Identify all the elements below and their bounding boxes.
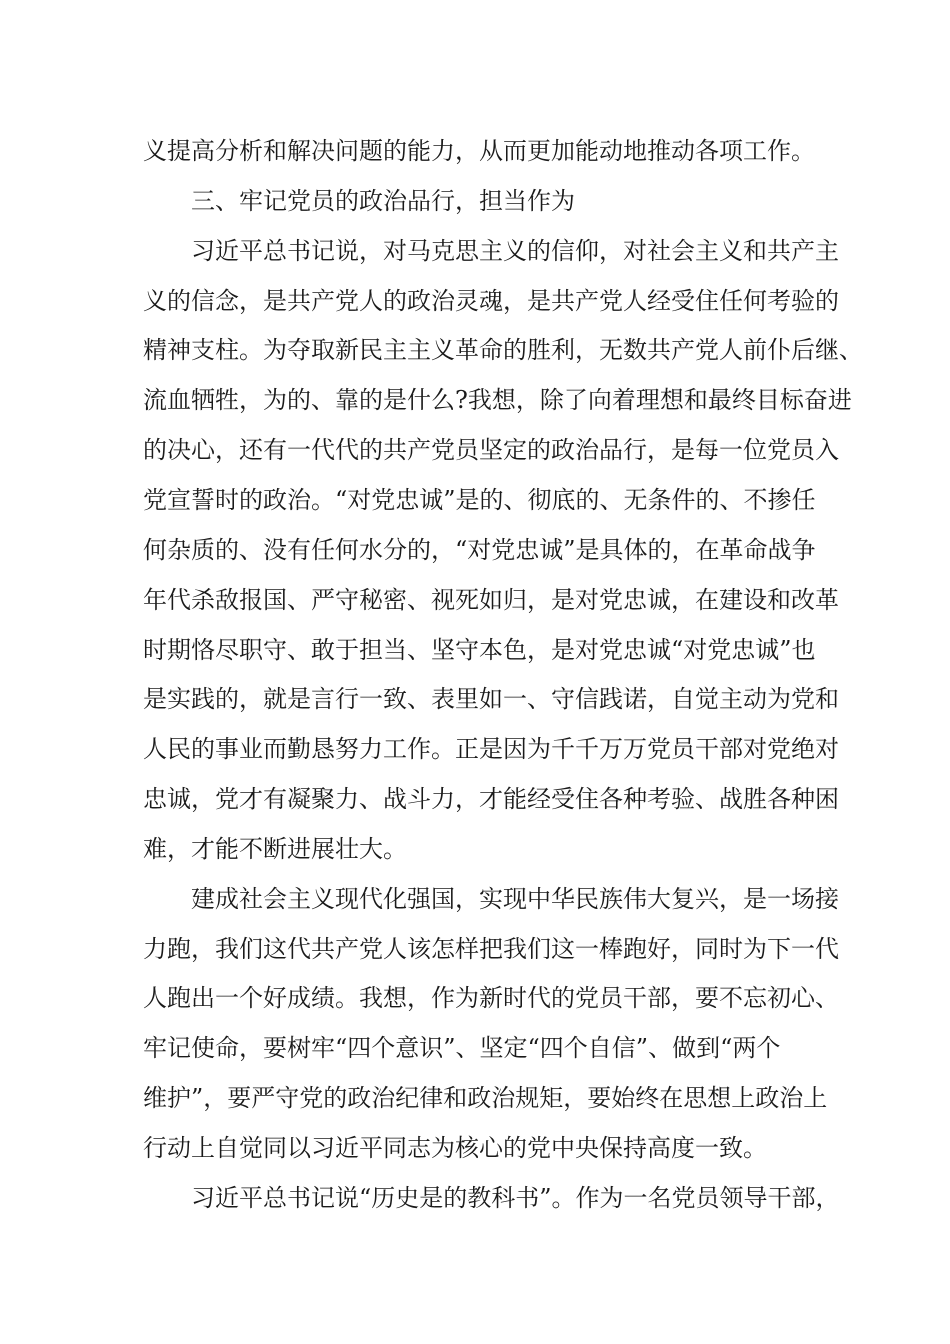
text-line: 何杂质的、没有任何水分的，“对党忠诚”是具体的，在革命战争: [143, 536, 816, 564]
text-line: 精神支柱。为夺取新民主主义革命的胜利，无数共产党人前仆后继、: [143, 336, 863, 364]
text-line: 的决心，还有一代代的共产党员坚定的政治品行，是每一位党员入: [143, 436, 839, 464]
text-line: 难，才能不断进展壮大。: [143, 835, 407, 863]
text-line: 习近平总书记说“历史是的教科书”。作为一名党员领导干部，: [191, 1184, 840, 1212]
text-line: 忠诚，党才有凝聚力、战斗力，才能经受住各种考验、战胜各种困: [143, 785, 839, 813]
text-line: 年代杀敌报国、严守秘密、视死如归，是对党忠诚，在建设和改革: [143, 586, 839, 614]
text-line: 是实践的，就是言行一致、表里如一、守信践诺，自觉主动为党和: [143, 685, 839, 713]
text-line: 党宣誓时的政治。“对党忠诚”是的、彻底的、无条件的、不掺任: [143, 486, 816, 514]
text-line: 流血牺牲，为的、靠的是什么?我想，除了向着理想和最终目标奋进: [143, 386, 852, 414]
text-line: 力跑，我们这代共产党人该怎样把我们这一棒跑好，同时为下一代: [143, 935, 839, 963]
text-line: 牢记使命，要树牢“四个意识”、坚定“四个自信”、做到“两个: [143, 1034, 781, 1062]
text-line: 义的信念，是共产党人的政治灵魂，是共产党人经受住任何考验的: [143, 287, 839, 315]
text-line: 习近平总书记说，对马克思主义的信仰，对社会主义和共产主: [191, 237, 839, 265]
text-line: 维护”，要严守党的政治纪律和政治规矩，要始终在思想上政治上: [143, 1084, 828, 1112]
section-heading: 三、牢记党员的政治品行，担当作为: [191, 187, 575, 215]
text-line: 人民的事业而勤恳努力工作。正是因为千千万万党员干部对党绝对: [143, 735, 839, 763]
text-line: 行动上自觉同以习近平同志为核心的党中央保持高度一致。: [143, 1134, 767, 1162]
text-line: 建成社会主义现代化强国，实现中华民族伟大复兴，是一场接: [191, 885, 839, 913]
text-line: 人跑出一个好成绩。我想，作为新时代的党员干部，要不忘初心、: [143, 984, 839, 1012]
text-line: 时期恪尽职守、敢于担当、坚守本色，是对党忠诚“对党忠诚”也: [143, 636, 816, 664]
text-line: 义提高分析和解决问题的能力，从而更加能动地推动各项工作。: [143, 137, 815, 165]
